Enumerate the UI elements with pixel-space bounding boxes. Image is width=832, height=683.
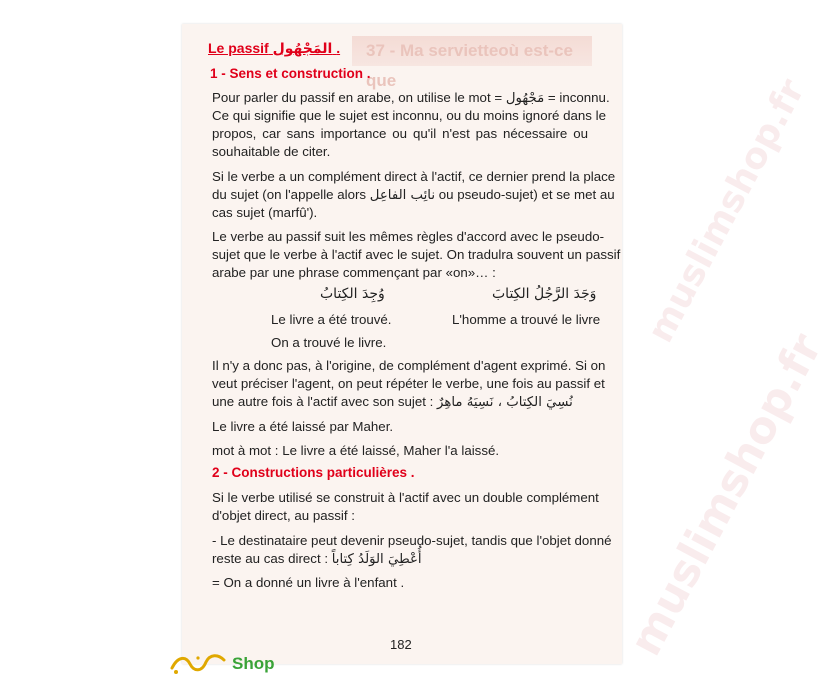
sec2-p2-line2: reste au cas direct : أُعْطِيَ الوَلَدُ كِتاباً [212, 551, 422, 567]
sec1-p1-line4: souhaitable de citer. [212, 144, 331, 159]
sec1-p1-line2: Ce qui signifie que le sujet est inconnu, ou du moins ignoré dans le [212, 108, 606, 123]
section-1-heading: 1 - Sens et construction . [210, 66, 371, 81]
section-2-heading: 2 - Constructions particulières . [212, 465, 415, 480]
sec1-p4-line3: une autre fois à l'actif avec son sujet : نُسِيَ الكِتابُ ، نَسِيَهُ ماهِرٌ [212, 394, 573, 410]
sec2-p1-line2: d'objet direct, au passif : [212, 508, 355, 523]
page-number: 182 [390, 637, 412, 652]
sec1-p2-line2: du sujet (on l'appelle alors نائِب الفاعِل ou pseudo-sujet) et se met au [212, 187, 615, 203]
sec1-p2-line1: Si le verbe a un complément direct à l'actif, ce dernier prend la place [212, 169, 616, 184]
sec2-p1-line1: Si le verbe utilisé se construit à l'actif avec un double complément [212, 490, 599, 505]
sec1-p2-line3: cas sujet (marfû'). [212, 205, 318, 220]
ghost-banner: 37 - Ma servietteoù est-ce que [352, 36, 592, 66]
example-french-on: On a trouvé le livre. [271, 335, 387, 350]
sec1-p5: Le livre a été laissé par Maher. [212, 419, 394, 434]
example-arabic-passive: وُجِدَ الكِتابُ [320, 286, 385, 302]
sec1-p1-line1: Pour parler du passif en arabe, on utilise le mot = مَجْهُول = inconnu. [212, 90, 610, 106]
example-arabic-active: وَجَدَ الرَّجُلُ الكِتابَ [492, 286, 597, 302]
sec1-p6: mot à mot : Le livre a été laissé, Maher l'a laissé. [212, 443, 500, 458]
example-french-active: L'homme a trouvé le livre [452, 312, 601, 327]
sec2-p3: = On a donné un livre à l'enfant . [212, 575, 405, 590]
watermark: muslimshop.fr [640, 72, 814, 350]
page-title: Le passif المَجْهُول . [208, 40, 341, 57]
sec1-p1-line3: propos, car sans importance ou qu'il n'est pas nécessaire ou [212, 126, 588, 141]
shop-logo-text: Shop [232, 654, 275, 673]
swirl-logo-icon [168, 650, 232, 680]
watermark: muslimshop.fr [620, 325, 832, 664]
sec1-p3-line2: sujet que le verbe à l'actif avec le sujet. On tradulra souvent un passif [212, 247, 621, 262]
sec1-p3-line3: arabe par une phrase commençant par «on»… : [212, 265, 496, 280]
sec1-p4-line1: Il n'y a donc pas, à l'origine, de complément d'agent exprimé. Si on [212, 358, 606, 373]
sec1-p4-line2: veut préciser l'agent, on peut répéter le verbe, une fois au passif et [212, 376, 605, 391]
example-french-passive: Le livre a été trouvé. [271, 312, 392, 327]
sec1-p3-line1: Le verbe au passif suit les mêmes règles d'accord avec le pseudo- [212, 229, 605, 244]
sec2-p2-line1: - Le destinataire peut devenir pseudo-sujet, tandis que l'objet donné [212, 533, 612, 548]
